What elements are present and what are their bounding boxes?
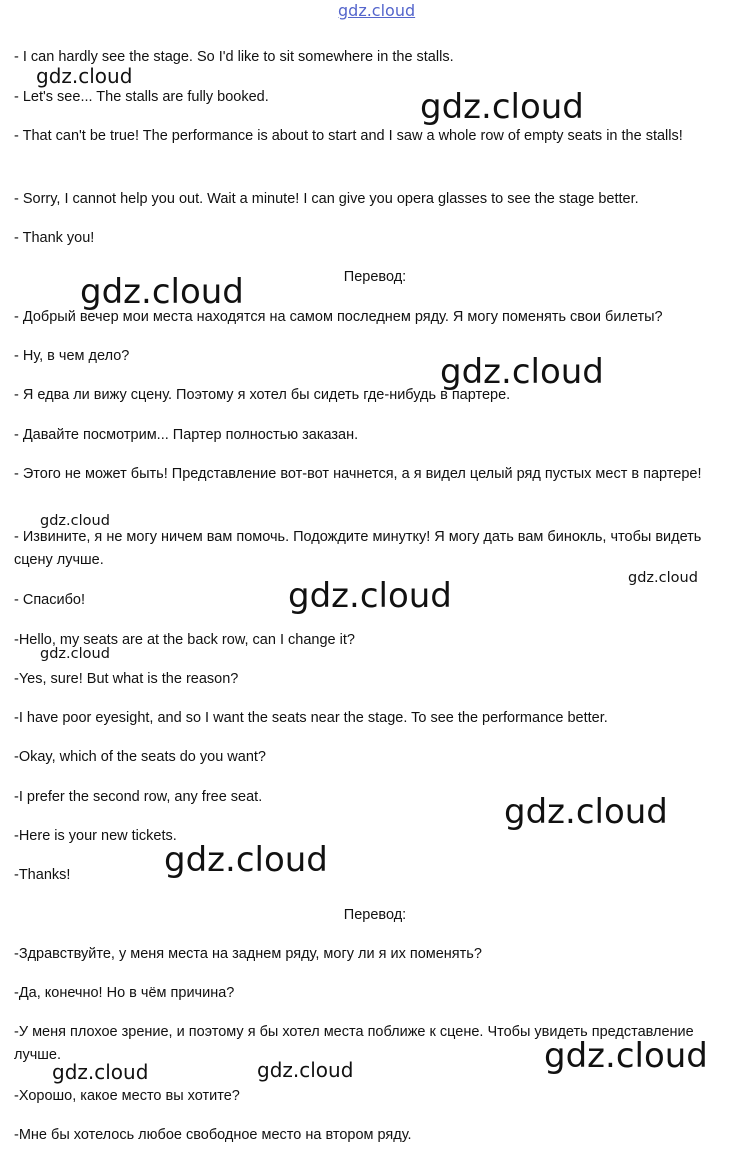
watermark: gdz.cloud	[628, 570, 698, 586]
dialogue2-ru-line: -Мне бы хотелось любое свободное место на втором ряду.	[14, 1127, 412, 1143]
dialogue1-ru-line: - Спасибо!	[14, 592, 85, 608]
watermark: gdz.cloud	[257, 1058, 354, 1082]
dialogue1-en-line: - Sorry, I cannot help you out. Wait a minute! I can give you opera glasses to see the stage better.	[14, 191, 639, 207]
watermark: gdz.cloud	[288, 576, 452, 616]
dialogue2-en-line: -I prefer the second row, any free seat.	[14, 789, 263, 805]
watermark: gdz.cloud	[36, 64, 133, 88]
dialogue2-en-line: -I have poor eyesight, and so I want the seats near the stage. To see the performance better.	[14, 710, 608, 726]
dialogue2-ru-line: -Здравствуйте, у меня места на заднем ряду, могу ли я их поменять?	[14, 946, 482, 962]
dialogue1-en-line: - Let's see... The stalls are fully booked.	[14, 89, 269, 105]
top-watermark-link[interactable]: gdz.cloud	[338, 1, 416, 20]
dialogue2-en-line: -Here is your new tickets.	[14, 828, 177, 844]
watermark: gdz.cloud	[80, 272, 244, 312]
dialogue2-ru-line: -У меня плохое зрение, и поэтому я бы хотел места поближе к сцене. Чтобы увидеть представление лучше.	[14, 1024, 694, 1063]
watermark: gdz.cloud	[164, 840, 328, 880]
dialogue1-ru-line: - Этого не может быть! Представление вот-вот начнется, а я видел целый ряд пустых мест в партере!	[14, 466, 702, 482]
watermark: gdz.cloud	[40, 513, 110, 529]
dialogue1-en-line: - Thank you!	[14, 230, 95, 246]
dialogue1-en-line: - I can hardly see the stage. So I'd like to sit somewhere in the stalls.	[14, 49, 454, 65]
watermark: gdz.cloud	[544, 1036, 708, 1076]
watermark: gdz.cloud	[420, 87, 584, 127]
dialogue1-en-line: - That can't be true! The performance is about to start and I saw a whole row of empty seats in the stalls!	[14, 128, 683, 144]
dialogue2-ru-line: -Хорошо, какое место вы хотите?	[14, 1088, 240, 1104]
translation-heading: Перевод:	[343, 269, 407, 285]
watermark: gdz.cloud	[440, 352, 604, 392]
dialogue1-ru-line: - Я едва ли вижу сцену. Поэтому я хотел бы сидеть где-нибудь в партере.	[14, 387, 511, 403]
dialogue1-ru-line: - Добрый вечер мои места находятся на самом последнем ряду. Я могу поменять свои билеты?	[14, 309, 663, 325]
watermark: gdz.cloud	[504, 792, 668, 832]
dialogue1-ru-line: - Давайте посмотрим... Партер полностью заказан.	[14, 427, 359, 443]
translation-heading: Перевод:	[343, 907, 407, 923]
dialogue2-en-line: -Thanks!	[14, 867, 71, 883]
watermark: gdz.cloud	[40, 646, 110, 662]
dialogue2-ru-line: -Да, конечно! Но в чём причина?	[14, 985, 235, 1001]
dialogue1-ru-line: - Извините, я не могу ничем вам помочь. Подождите минутку! Я могу дать вам бинокль, чтобы видеть сцену лучше.	[14, 529, 702, 568]
dialogue2-en-line: -Yes, sure! But what is the reason?	[14, 671, 239, 687]
dialogue1-ru-line: - Ну, в чем дело?	[14, 348, 130, 364]
dialogue2-en-line: -Okay, which of the seats do you want?	[14, 749, 267, 765]
watermark: gdz.cloud	[52, 1060, 149, 1084]
dialogue2-en-line: -Hello, my seats are at the back row, can I change it?	[14, 632, 355, 648]
